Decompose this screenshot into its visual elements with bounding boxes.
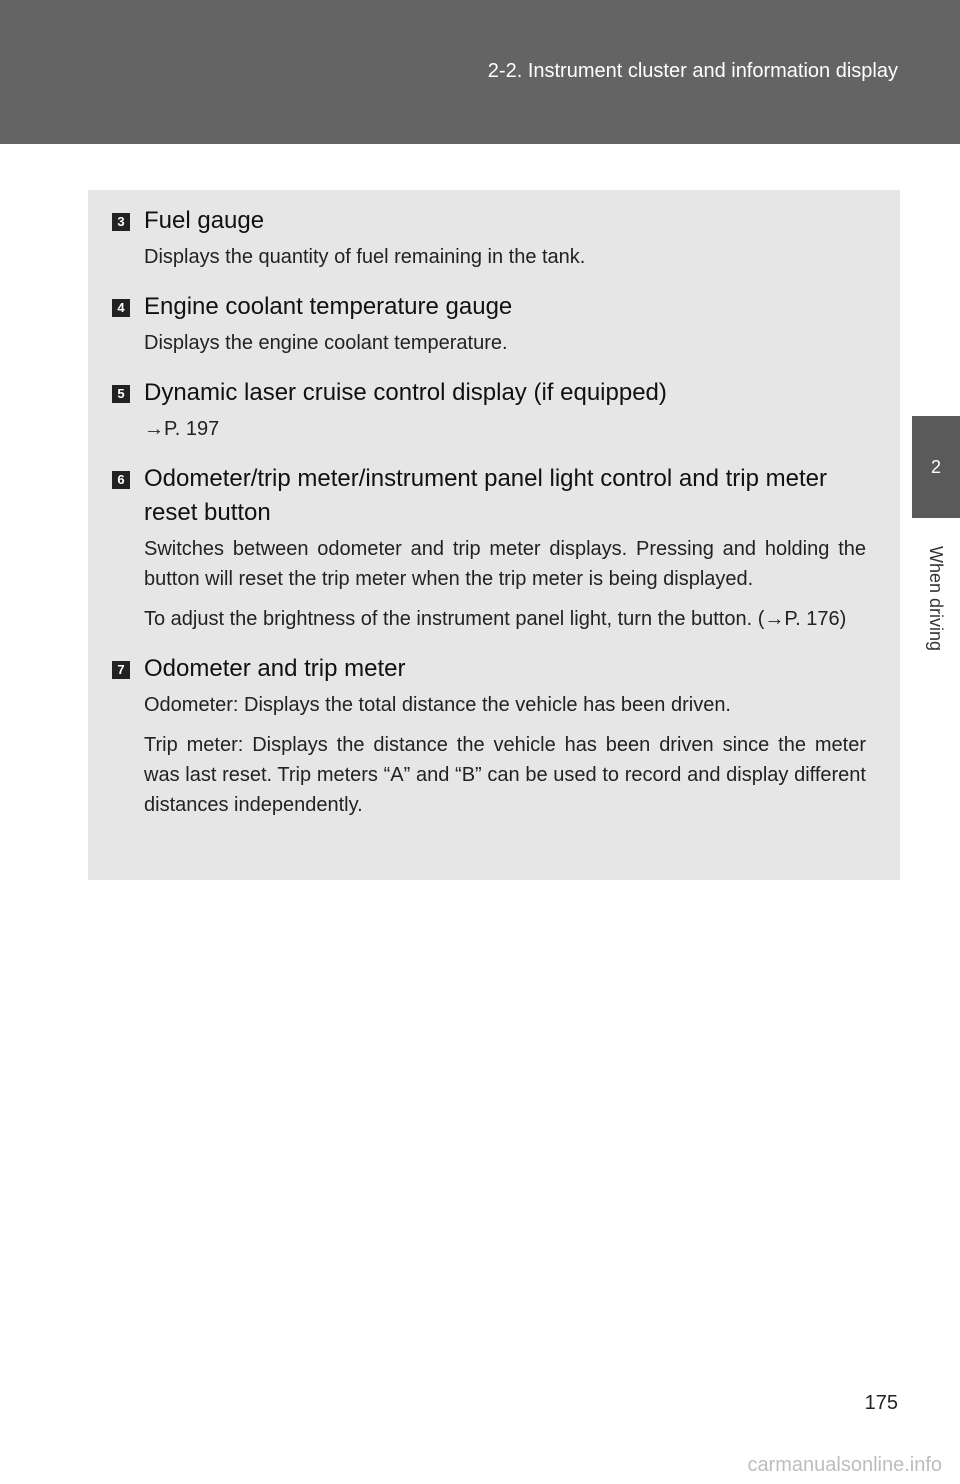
item-title: Fuel gauge [144, 207, 265, 234]
chapter-tab-label: When driving [926, 545, 947, 651]
item-number-icon: 4 [112, 299, 130, 317]
item-text: Displays the quantity of fuel remaining in the tank. [144, 246, 586, 268]
item-text: Displays the engine coolant temperature. [144, 332, 508, 354]
item-text: Switches between odometer and trip meter displays. Pressing and holding the button will reset the trip meter when the trip meter is being displayed. [144, 538, 866, 590]
item-title: Odometer/trip meter/instrument panel light control and trip meter reset button [144, 465, 827, 526]
watermark: carmanualsonline.info [747, 1454, 942, 1476]
item-odometer-button [117, 462, 866, 634]
item-odometer-trip [117, 652, 866, 820]
item-number-icon: 6 [112, 471, 130, 489]
chapter-tab-number: 2 [912, 416, 960, 518]
content-panel [88, 190, 900, 880]
item-title: Engine coolant temperature gauge [144, 293, 513, 320]
page-reference: →P. 197 [144, 418, 220, 440]
page-header [0, 0, 960, 144]
section-title: 2-2. Instrument cluster and information display [487, 60, 898, 82]
page-number: 175 [864, 1392, 898, 1414]
item-title: Odometer and trip meter [144, 655, 406, 682]
item-cruise-display [117, 376, 866, 444]
item-number-icon: 3 [112, 213, 130, 231]
item-text: Trip meter: Displays the distance the vehicle has been driven since the meter was last reset. Trip meters “A” and “B” can be used to record and display different distances independently. [144, 734, 866, 816]
item-coolant-gauge [117, 290, 866, 358]
item-number-icon: 7 [112, 661, 130, 679]
item-title: Dynamic laser cruise control display (if equipped) [144, 379, 667, 406]
item-text: Odometer: Displays the total distance the vehicle has been driven. [144, 694, 731, 716]
chapter-tab-label-box [912, 518, 960, 678]
item-text: To adjust the brightness of the instrument panel light, turn the button. (→P. 176) [144, 608, 847, 630]
item-number-icon: 5 [112, 385, 130, 403]
item-fuel-gauge [117, 204, 866, 272]
